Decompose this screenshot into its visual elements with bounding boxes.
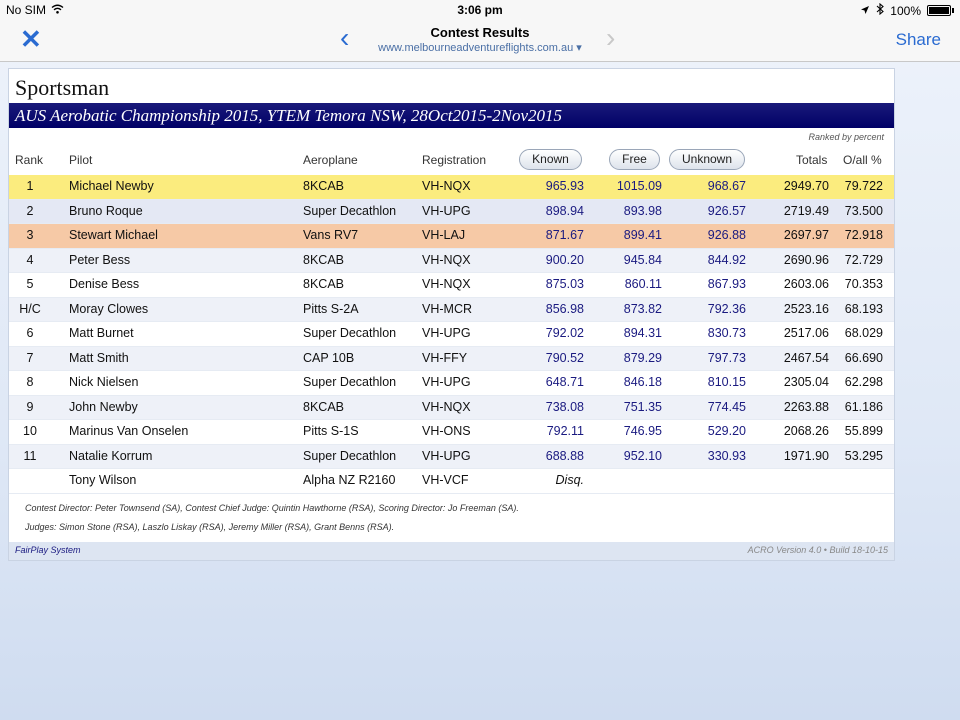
footer-bar [9,542,894,560]
free-cell: 1015.09 [616,179,662,193]
pilot-cell: Stewart Michael [69,228,158,242]
overall-cell: 72.918 [844,228,883,242]
carrier-label: No SIM [6,3,47,17]
contest-officials: Contest Director: Peter Townsend (SA), Contest Chief Judge: Quintin Hawthorne (RSA), Scoring Director: Jo Freeman (SA). [25,503,519,513]
rank-cell: 3 [26,228,34,242]
totals-cell: 2263.88 [783,399,829,414]
unknown-cell: 797.73 [707,350,746,365]
pilot-cell: Matt Smith [69,350,129,365]
contest-banner: AUS Aerobatic Championship 2015, YTEM Temora NSW, 28Oct2015-2Nov2015 [9,103,894,128]
free-cell: 945.84 [623,252,662,267]
share-button[interactable]: Share [895,30,941,49]
free-cell: 746.95 [623,424,662,438]
registration-cell: VH-ONS [422,424,471,438]
overall-cell: 73.500 [844,203,883,218]
url-dropdown-icon[interactable]: ▾ [576,42,582,54]
totals-cell: 1971.90 [783,448,829,463]
table-row [9,273,894,298]
known-cell: 688.88 [545,448,584,463]
registration-cell: VH-UPG [422,375,471,389]
overall-cell: 55.899 [844,424,883,438]
bluetooth-icon [876,3,884,18]
overall-cell: 62.298 [844,375,883,389]
pilot-cell: John Newby [69,399,138,414]
aeroplane-cell: Super Decathlon [303,375,397,389]
rank-cell: 4 [26,252,34,267]
free-cell: 952.10 [623,448,662,463]
known-cell: 856.98 [545,301,584,316]
registration-cell: VH-UPG [422,203,471,218]
rank-cell: 6 [26,326,34,340]
aeroplane-cell: Vans RV7 [303,228,359,242]
ranked-note: Ranked by percent [808,132,884,142]
unknown-sort-button[interactable]: Unknown [669,149,745,170]
table-row [9,175,894,200]
header-rank: Rank [15,153,44,167]
registration-cell: VH-FFY [422,350,468,365]
known-cell: 738.08 [545,399,584,414]
rank-cell: 11 [23,448,37,463]
table-row [9,224,894,249]
overall-cell: 68.193 [844,301,883,316]
free-cell: 846.18 [623,375,662,389]
registration-cell: VH-UPG [422,326,471,340]
unknown-cell: 844.92 [707,252,746,267]
free-cell: 899.41 [623,228,662,242]
header-overall: O/all % [843,153,882,167]
navigation-bar [0,20,960,62]
battery-label: 100% [890,3,921,18]
judges-list: Judges: Simon Stone (RSA), Laszlo Liskay (RSA), Jeremy Miller (RSA), Grant Benns (RSA). [25,522,395,532]
fairplay-system-label: FairPlay System [15,545,81,555]
known-cell: 790.52 [545,350,584,365]
totals-cell: 2305.04 [783,375,829,389]
totals-cell: 2949.70 [783,179,829,193]
totals-cell: 2719.49 [783,203,829,218]
aeroplane-cell: CAP 10B [303,350,355,365]
table-row [9,445,894,470]
pilot-cell: Moray Clowes [69,301,149,316]
totals-cell: 2697.97 [783,228,829,242]
pilot-cell: Denise Bess [69,277,140,291]
registration-cell: VH-NQX [422,277,471,291]
known-cell: 900.20 [545,252,584,267]
pilot-cell: Tony Wilson [69,473,137,487]
registration-cell: VH-UPG [422,448,471,463]
table-row [9,347,894,372]
free-cell: 893.98 [623,203,662,218]
aeroplane-cell: Pitts S-1S [303,424,359,438]
table-row [9,371,894,396]
status-right [860,3,954,18]
location-arrow-icon [860,4,870,18]
aeroplane-cell: 8KCAB [303,277,344,291]
aeroplane-cell: 8KCAB [303,252,344,267]
table-row [9,469,894,494]
registration-cell: VH-NQX [422,179,471,193]
unknown-cell: 810.15 [707,375,746,389]
table-row [9,420,894,445]
totals-cell: 2603.06 [783,277,829,291]
free-cell: 873.82 [623,301,662,316]
unknown-cell: 774.45 [707,399,746,414]
pilot-cell: Bruno Roque [69,203,143,218]
aeroplane-cell: 8KCAB [303,179,344,193]
free-cell: 894.31 [623,326,662,340]
clock: 3:06 pm [457,3,503,17]
category-title: Sportsman [15,75,110,100]
unknown-cell: 330.93 [707,448,746,463]
aeroplane-cell: Super Decathlon [303,326,397,340]
nav-url[interactable] [0,41,960,54]
pilot-cell: Matt Burnet [69,326,134,340]
status-bar [0,0,960,20]
overall-cell: 72.729 [844,252,883,267]
rank-cell: H/C [19,301,41,316]
unknown-cell: 926.57 [707,203,746,218]
rank-cell: 5 [26,277,34,291]
back-chevron-icon[interactable]: ‹ [340,22,350,53]
overall-cell: 53.295 [844,448,883,463]
overall-cell: 61.186 [844,399,883,414]
unknown-cell: 867.93 [707,277,746,291]
results-panel [8,68,895,561]
overall-cell: 68.029 [844,326,883,340]
header-pilot: Pilot [69,153,93,167]
registration-cell: VH-LAJ [422,228,466,242]
unknown-cell: 830.73 [707,326,746,340]
table-row [9,396,894,421]
registration-cell: VH-NQX [422,399,471,414]
rank-cell: 10 [23,424,37,438]
pilot-cell: Michael Newby [69,179,154,193]
nav-title: Contest Results [430,25,530,40]
rank-cell: 2 [26,203,34,218]
overall-cell: 79.722 [844,179,883,193]
free-cell: 860.11 [624,277,662,291]
table-row [9,200,894,225]
forward-chevron-icon[interactable]: › [606,22,616,53]
free-cell: 751.35 [623,399,662,414]
unknown-cell: 968.67 [707,179,746,193]
aeroplane-cell: Alpha NZ R2160 [303,473,396,487]
table-row [9,322,894,347]
header-aeroplane: Aeroplane [303,153,358,167]
rank-cell: 8 [26,375,34,389]
unknown-cell: 926.88 [707,228,746,242]
pilot-cell: Peter Bess [69,252,131,267]
totals-cell: 2517.06 [783,326,829,340]
known-sort-button[interactable]: Known [519,149,582,170]
pilot-cell: Nick Nielsen [69,375,139,389]
overall-cell: 66.690 [844,350,883,365]
known-cell: 965.93 [545,179,584,193]
aeroplane-cell: Super Decathlon [303,448,397,463]
free-cell: 879.29 [623,350,662,365]
totals-cell: 2523.16 [783,301,829,316]
totals-cell: 2467.54 [783,350,829,365]
rank-cell: 7 [26,350,34,365]
version-label: ACRO Version 4.0 • Build 18-10-15 [747,545,888,555]
battery-tip [952,8,954,13]
registration-cell: VH-VCF [422,473,469,487]
unknown-cell: 529.20 [707,424,746,438]
overall-cell: 70.353 [844,277,883,291]
url-text: www.melbourneadventureflights.com.au [378,42,574,54]
unknown-cell: 792.36 [707,301,746,316]
pilot-cell: Natalie Korrum [69,448,153,463]
table-row [9,298,894,323]
known-cell: 792.02 [545,326,584,340]
table-row [9,249,894,274]
known-cell: 898.94 [545,203,584,218]
aeroplane-cell: Super Decathlon [303,203,397,218]
registration-cell: VH-NQX [422,252,471,267]
close-button[interactable]: ✕ [20,24,42,54]
known-cell: 871.67 [545,228,584,242]
registration-cell: VH-MCR [422,301,472,316]
aeroplane-cell: 8KCAB [303,399,344,414]
totals-cell: 2068.26 [783,424,829,438]
rank-cell: 1 [26,179,34,193]
known-cell: 648.71 [545,375,584,389]
results-table [9,175,894,494]
free-sort-button[interactable]: Free [609,149,660,170]
battery-icon [927,5,951,16]
disqualified-cell: Disq. [555,473,584,487]
rank-cell: 9 [26,399,34,414]
aeroplane-cell: Pitts S-2A [303,301,359,316]
known-cell: 875.03 [545,277,584,291]
header-totals: Totals [796,153,828,167]
known-cell: 792.11 [546,424,584,438]
pilot-cell: Marinus Van Onselen [69,424,189,438]
header-registration: Registration [422,153,487,167]
totals-cell: 2690.96 [783,252,829,267]
